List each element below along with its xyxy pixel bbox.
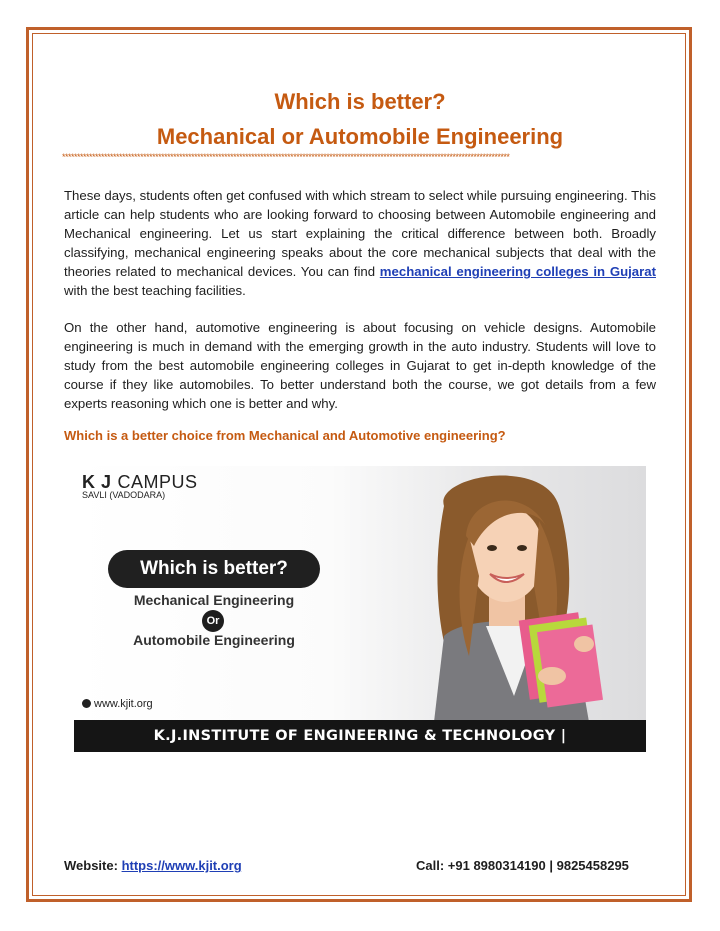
paragraph-automotive: On the other hand, automotive engineering is about focusing on vehicle designs. Automobile engineering is much in demand with the emerging growth in the auto industry. Students will love to study from the best automobile engineering colleges in Gujarat to get in-depth knowledge of the course if they like automobiles. To better understand both the course, we got details from a few experts reasoning which one is better and why. bbox=[64, 320, 656, 412]
footer-call: Call: +91 8980314190 | 9825458295 bbox=[416, 858, 629, 873]
page-title-line2: Mechanical or Automobile Engineering bbox=[156, 124, 564, 149]
footer-website-label: Website: bbox=[64, 858, 118, 873]
star-separator: ***************************************************************************************************************************************************** bbox=[62, 152, 510, 162]
page-title-line1: Which is better? bbox=[274, 89, 446, 114]
mechanical-colleges-link[interactable]: mechanical engineering colleges in Gujarat bbox=[379, 264, 656, 280]
footer-website bbox=[64, 858, 242, 873]
footer-website-link[interactable]: https://www.kjit.org bbox=[121, 858, 242, 873]
globe-icon bbox=[82, 699, 91, 708]
or-badge: Or bbox=[202, 610, 224, 632]
banner-website-text: www.kjit.org bbox=[94, 698, 153, 710]
paragraph-intro-tail: with the best teaching facilities. bbox=[64, 283, 246, 299]
brand-location: SAVLI (VADODARA) bbox=[82, 490, 166, 500]
question-heading: Which is a better choice from Mechanical and Automotive engineering? bbox=[64, 428, 506, 443]
option-mechanical: Mechanical Engineering bbox=[133, 592, 295, 608]
which-better-pill: Which is better? bbox=[108, 550, 320, 588]
institute-name-bar: K.J.INSTITUTE OF ENGINEERING & TECHNOLOGY | S.B.POLYTECHNIC, SAVLI bbox=[74, 720, 646, 752]
option-automobile: Automobile Engineering bbox=[133, 632, 295, 648]
student-illustration bbox=[374, 466, 646, 722]
banner-image bbox=[74, 466, 646, 776]
paragraph-intro-text: These days, students often get confused with which stream to select while pursuing engineering. This article can help students who are looking forward to choosing between Automobile engineering and Mechanical engineering. Let us start explaining the critical difference between both. Broadly classifying, mechanical engineering speaks about the core mechanical subjects that deal with the theories related to mechanical devices. You can find bbox=[64, 188, 656, 280]
paragraph-intro bbox=[64, 186, 656, 301]
brand-word: CAMPUS bbox=[117, 472, 198, 492]
banner-website bbox=[82, 698, 153, 710]
brand-initials: K J bbox=[82, 472, 112, 492]
